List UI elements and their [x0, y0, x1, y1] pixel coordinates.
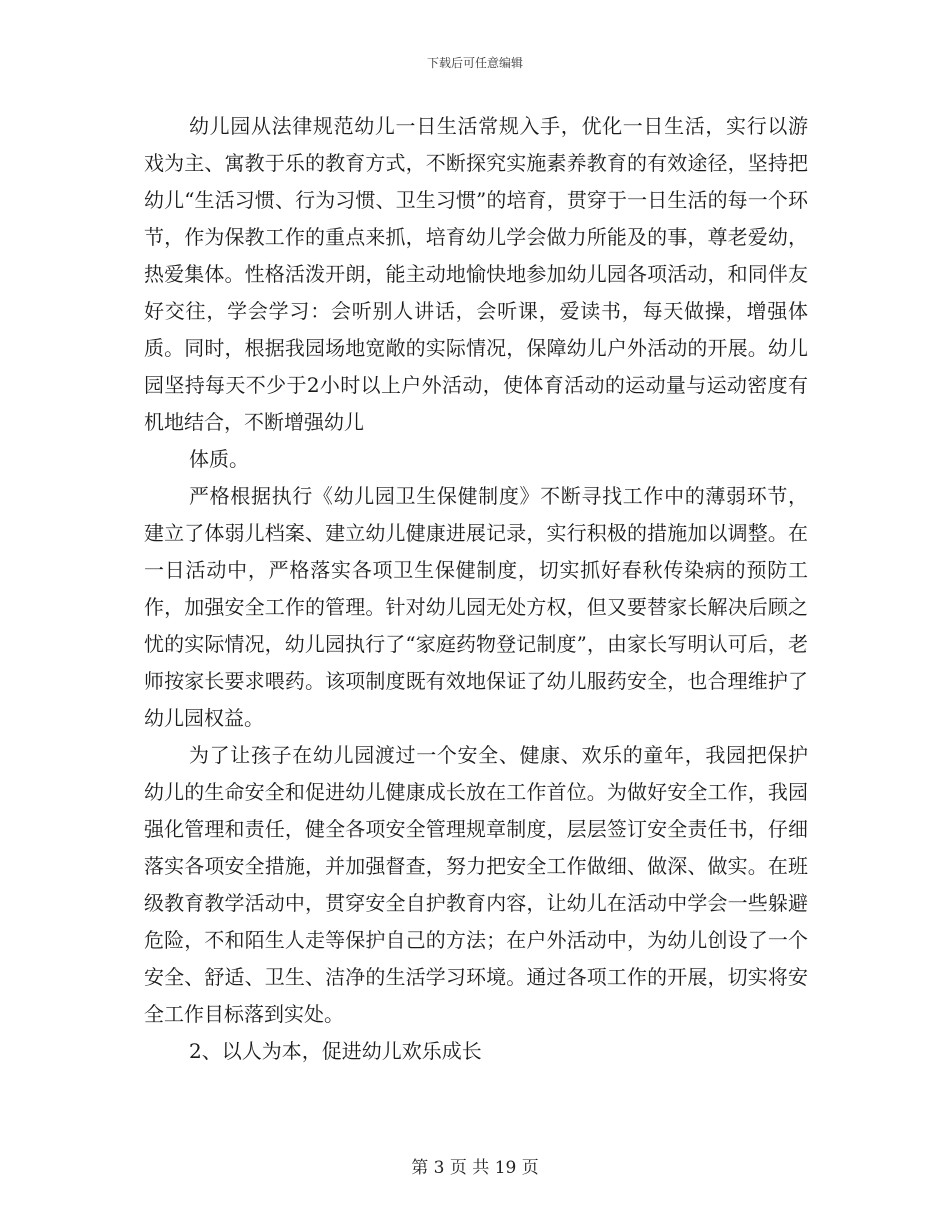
- paragraph-daily-routine: 幼儿园从法律规范幼儿一日生活常规入手，优化一日生活，实行以游戏为主、寓教于乐的教育方式，不断探究实施素养教育的有效途径，坚持把幼儿“生活习惯、行为习惯、卫生习惯”的培育，贯穿于一日生活的每一个环节，作为保教工作的重点来抓，培育幼儿学会做力所能及的事，尊老爱幼，热爱集体。性格活泼开朗，能主动地愉快地参加幼儿园各项活动，和同伴友好交往，学会学习：会听别人讲话，会听课，爱读书，每天做操，增强体质。同时，根据我园场地宽敞的实际情况，保障幼儿户外活动的开展。幼儿园坚持每天不少于2小时以上户外活动，使体育活动的运动量与运动密度有机地结合，不断增强幼儿: [144, 114, 808, 434]
- page-number: 第 3 页 共 19 页: [411, 1158, 539, 1178]
- paragraph-safety: 为了让孩子在幼儿园渡过一个安全、健康、欢乐的童年，我园把保护幼儿的生命安全和促进幼儿健康成长放在工作首位。为做好安全工作，我园强化管理和责任，健全各项安全管理规章制度，层层签订安全责任书，仔细落实各项安全措施，并加强督查，努力把安全工作做细、做深、做实。在班级教育教学活动中，贯穿安全自护教育内容，让幼儿在活动中学会一些躲避危险，不和陌生人走等保护自己的方法；在户外活动中，为幼儿创设了一个安全、舒适、卫生、洁净的生活学习环境。通过各项工作的开展，切实将安全工作目标落到实处。: [144, 743, 808, 1026]
- document-body: [144, 108, 808, 1070]
- paragraph-health-care: 严格根据执行《幼儿园卫生保健制度》不断寻找工作中的薄弱环节，建立了体弱儿档案、建立幼儿健康进展记录，实行积极的措施加以调整。在一日活动中，严格落实各项卫生保健制度，切实抓好春秋传染病的预防工作，加强安全工作的管理。针对幼儿园无处方权，但又要替家长解决后顾之忧的实际情况，幼儿园执行了“家庭药物登记制度”，由家长写明认可后，老师按家长要求喂药。该项制度既有效地保证了幼儿服药安全，也合理维护了幼儿园权益。: [144, 484, 808, 730]
- paragraph-fragment: 体质。: [189, 447, 249, 471]
- section-heading: 2、以人为本，促进幼儿欢乐成长: [189, 1039, 482, 1063]
- page-header: 下载后可任意编辑: [426, 56, 523, 70]
